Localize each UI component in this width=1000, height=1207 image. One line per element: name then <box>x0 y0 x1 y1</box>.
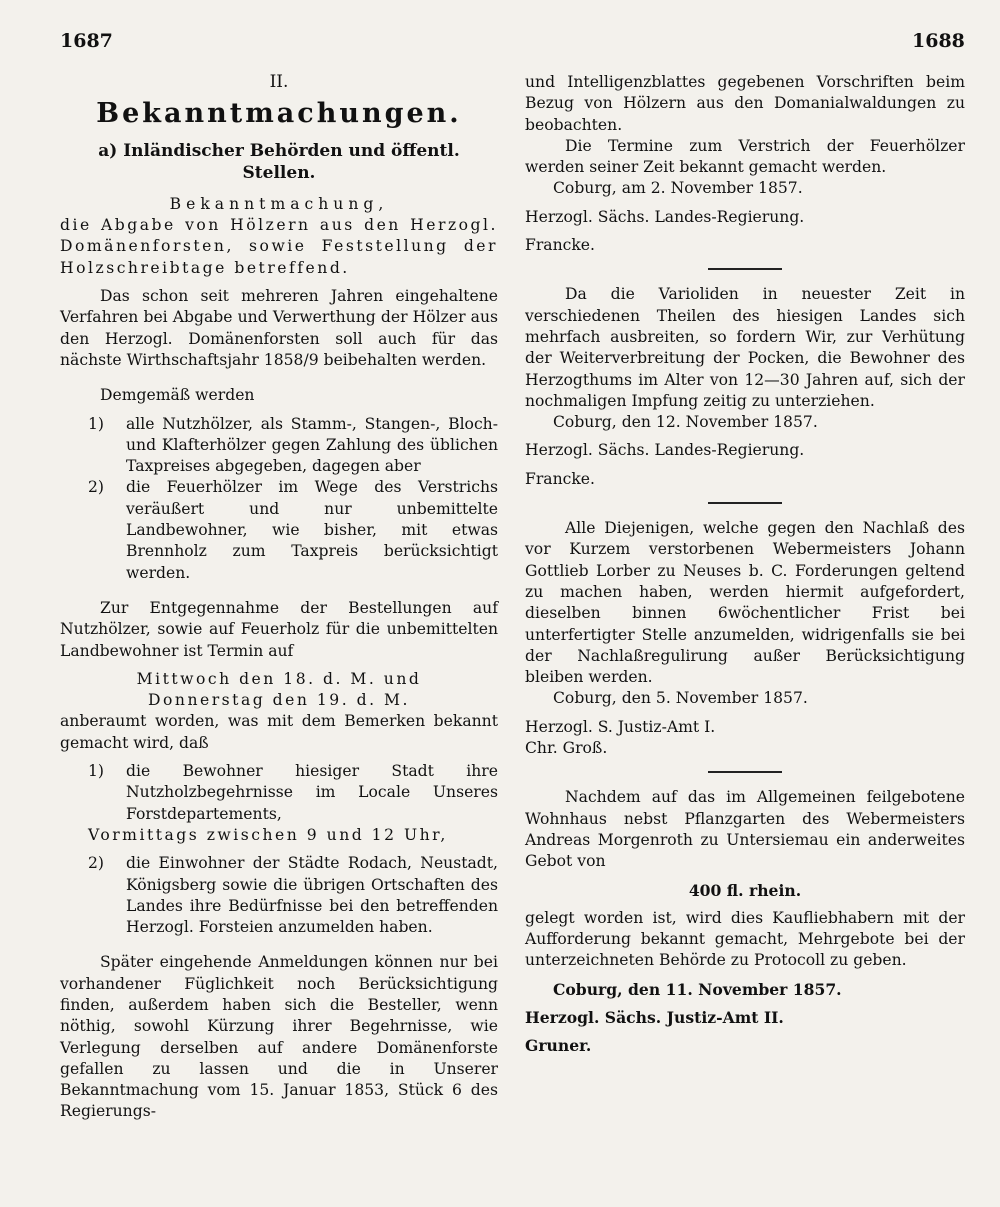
page-number-left: 1687 <box>60 30 113 52</box>
separator <box>708 502 782 504</box>
left-column <box>60 72 498 1123</box>
authority: Herzogl. Sächs. Landes-Regierung. <box>525 441 805 460</box>
paragraph: Später eingehende Anmeldungen können nur bei vorhandener Füglichkeit noch Berücksichtigung finden, außerdem haben sich die Besteller, wenn nöthig, sowohl Kürzung ihrer Begehrnisse, wie Verlegung derselben auf andere Domänenforste gefallen zu lassen und die in Unserer Bekanntmachung vom 15. Januar 1853, Stück 6 des Regierungs- <box>60 953 498 1121</box>
paragraph: Die Termine zum Verstrich der Feuerhölzer werden seiner Zeit bekannt gemacht werden. <box>525 136 965 177</box>
authority: Herzogl. Sächs. Justiz-Amt II. <box>525 1007 784 1027</box>
signature: Chr. Groß. <box>525 739 608 758</box>
date-line: Donnerstag den 19. d. M. <box>148 691 410 710</box>
time-line: Vormittags zwischen 9 und 12 Uhr, <box>88 825 448 844</box>
paragraph: Das schon seit mehreren Jahren eingehaltene Verfahren bei Abgabe und Verwerthung der Hölzer aus den Herzogl. Domänenforsten soll auch für das nächste Wirthschaftsjahr 1858/9 beibehalten werden. <box>60 287 498 369</box>
date-line: Mittwoch den 18. d. M. und <box>136 669 422 688</box>
page-number-right: 1688 <box>912 30 965 52</box>
paragraph: Demgemäß werden <box>100 386 255 405</box>
paragraph: und Intelligenzblattes gegebenen Vorschriften beim Bezug von Hölzern aus den Domanialwaldungen zu beobachten. <box>525 73 965 134</box>
notice-title: Bekanntmachung, <box>169 194 389 213</box>
place-date: Coburg, am 2. November 1857. <box>553 179 803 198</box>
paragraph: anberaumt worden, was mit dem Bemerken bekannt gemacht wird, daß <box>60 712 498 752</box>
amount: 400 fl. rhein. <box>688 880 802 900</box>
list-item: 2) die Feuerhölzer im Wege des Verstrichs veräußert und nur unbemittelte Landbewohner, wie bisher, mit etwas Brennholz zum Taxpreis berücksichtigt werden. <box>88 478 498 582</box>
list-item: 1) alle Nutzhölzer, als Stamm-, Stangen-, Bloch- und Klafterhölzer gegen Zahlung des üblichen Taxpreises abgegeben, dagegen aber <box>88 414 498 476</box>
separator <box>708 771 782 773</box>
list-item: 2) die Einwohner der Städte Rodach, Neustadt, Königsberg sowie die übrigen Ortschaften des Landes ihre Bedürfnisse bei den betreffenden Herzogl. Forsteien anzumelden haben. <box>88 854 498 937</box>
paragraph: Alle Diejenigen, welche gegen den Nachlaß des vor Kurzem verstorbenen Webermeisters Johann Gottlieb Lorber zu Neuses b. C. Forderungen geltend zu machen haben, werden hiermit aufgefordert, dieselben binnen 6wöchentlicher Frist bei unterfertigter Stelle anzumelden, widrigenfalls sie bei der Nachlaßregulirung außer Berücksichtigung bleiben werden. <box>525 519 965 687</box>
authority: Herzogl. S. Justiz-Amt I. <box>525 717 716 736</box>
paragraph: Nachdem auf das im Allgemeinen feilgebotene Wohnhaus nebst Pflanzgarten des Webermeisters Andreas Morgenroth zu Untersiemau ein anderweites Gebot von <box>525 788 965 871</box>
list-item: 1) die Bewohner hiesiger Stadt ihre Nutzholzbegehrnisse im Locale Unseres Forstdepartements, <box>88 762 498 823</box>
paragraph: Zur Entgegennahme der Bestellungen auf Nutzhölzer, sowie auf Feuerholz für die unbemittelten Landbewohner ist Termin auf <box>60 598 498 660</box>
place-date: Coburg, den 12. November 1857. <box>553 413 818 432</box>
signature: Francke. <box>525 469 595 488</box>
paragraph: Da die Varioliden in neuester Zeit in verschiedenen Theilen des hiesigen Landes sich mehrfach ausbreiten, so fordern Wir, zur Verhütung der Weiterverbreitung der Pocken, die Bewohner des Herzogthums im Alter von 12—30 Jahren auf, sich der nochmaligen Impfung zeitig zu unterziehen. <box>525 285 965 410</box>
signature: Francke. <box>525 236 595 255</box>
place-date: Coburg, den 5. November 1857. <box>553 689 808 708</box>
section-subheading: a) Inländischer Behörden und öffentl. Stellen. <box>98 141 460 183</box>
separator <box>708 268 782 270</box>
section-number: II. <box>269 72 289 92</box>
list <box>60 853 498 938</box>
list <box>60 414 498 584</box>
list <box>60 761 498 825</box>
paragraph: gelegt worden ist, wird dies Kaufliebhabern mit der Aufforderung bekannt gemacht, Mehrgebote bei der unterzeichneten Behörde zu Protocoll zu geben. <box>525 908 965 970</box>
place-date: Coburg, den 11. November 1857. <box>553 979 842 999</box>
right-column <box>525 72 965 1057</box>
notice-subtitle: die Abgabe von Hölzern aus den Herzogl. Domänenforsten, sowie Feststellung der Holzschreibtage betreffend. <box>60 216 498 277</box>
signature: Gruner. <box>525 1036 592 1056</box>
authority: Herzogl. Sächs. Landes-Regierung. <box>525 207 805 226</box>
section-heading: Bekanntmachungen. <box>96 98 462 130</box>
